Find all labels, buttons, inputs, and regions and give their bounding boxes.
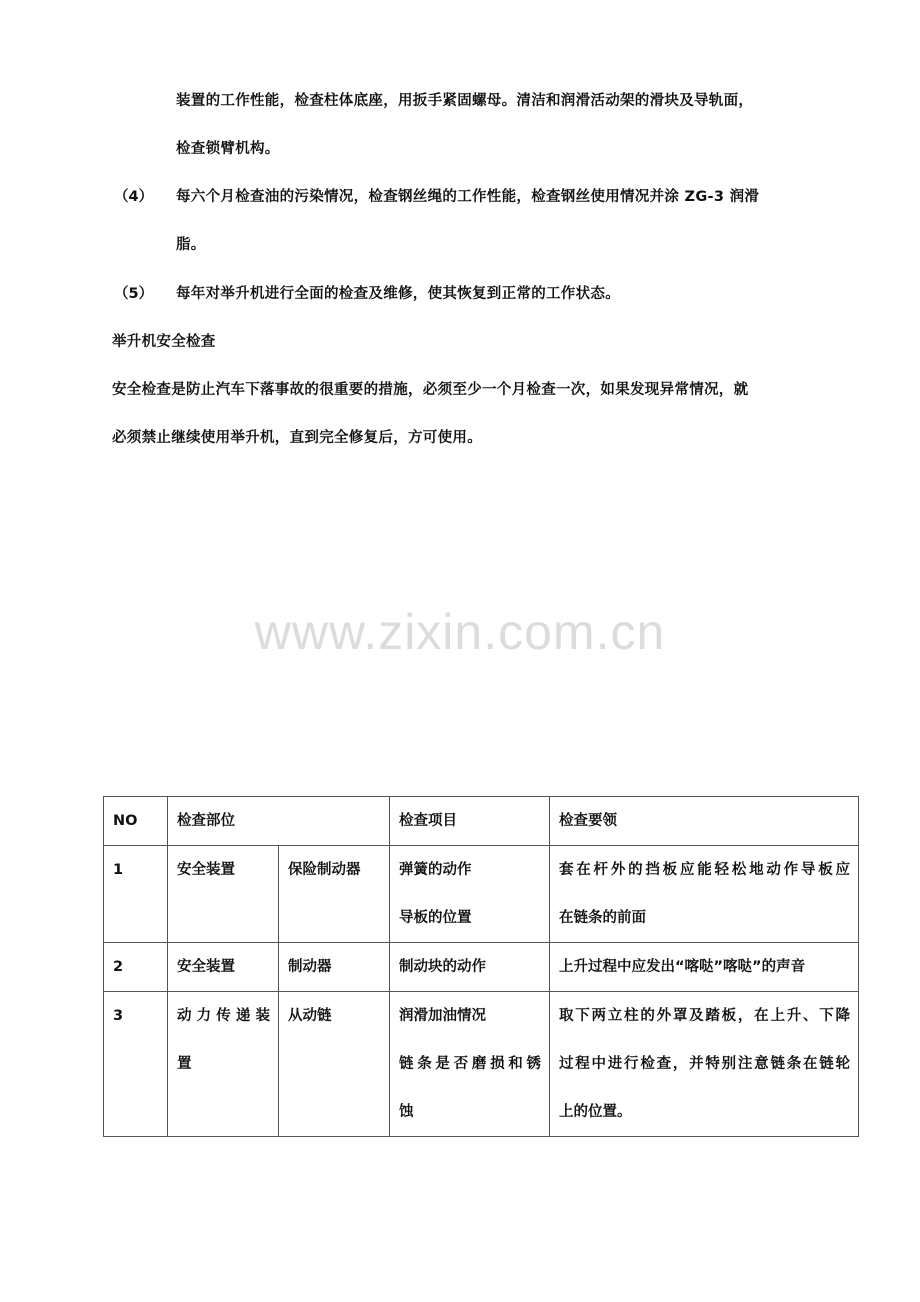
list-item-text: 每六个月检查油的污染情况，检查钢丝绳的工作性能，检查钢丝使用情况并涂 ZG-3 润滑 [176,189,760,205]
list-item-text: 每年对举升机进行全面的检查及维修，使其恢复到正常的工作状态。 [176,286,620,302]
header-no: NO [104,797,168,846]
cell-part: 安全装置 [168,846,279,943]
table-row [104,943,859,992]
cell-part: 安全装置 [168,943,279,992]
table-header-row [104,797,859,846]
cell-item: 弹簧的动作 导板的位置 [390,846,550,943]
cell-no: 3 [104,992,168,1137]
cell-subpart: 从动链 [279,992,390,1137]
paragraph-line: 安全检查是防止汽车下落事故的很重要的措施，必须至少一个月检查一次，如果发现异常情况，就 [112,382,749,398]
cell-no: 2 [104,943,168,992]
table-row [104,992,859,1137]
table-row [104,846,859,943]
paragraph-line: 装置的工作性能，检查柱体底座，用扳手紧固螺母。清洁和润滑活动架的滑块及导轨面， [176,93,754,109]
list-item-number: （4） [114,189,154,205]
paragraph-line: 必须禁止继续使用举升机，直到完全修复后，方可使用。 [112,430,482,446]
list-item-number: （5） [114,286,154,302]
header-part: 检查部位 [168,797,390,846]
cell-subpart: 保险制动器 [279,846,390,943]
cell-subpart: 制动器 [279,943,390,992]
section-heading: 举升机安全检查 [112,334,216,350]
header-item: 检查项目 [390,797,550,846]
list-item-text: 脂。 [176,237,206,253]
cell-item: 制动块的动作 [390,943,550,992]
cell-part: 动力传递装 置 [168,992,279,1137]
cell-no: 1 [104,846,168,943]
paragraph-line: 检查锁臂机构。 [176,141,280,157]
cell-method: 上升过程中应发出“喀哒”喀哒”的声音 [550,943,859,992]
header-method: 检查要领 [550,797,859,846]
cell-item: 润滑加油情况 链条是否磨损和锈 蚀 [390,992,550,1137]
inspection-table [103,796,859,1137]
cell-method: 套在杆外的挡板应能轻松地动作导板应 在链条的前面 [550,846,859,943]
cell-method: 取下两立柱的外罩及踏板，在上升、下降 过程中进行检查，并特别注意链条在链轮 上的位置。 [550,992,859,1137]
watermark-text: www.zixin.com.cn [254,604,666,660]
